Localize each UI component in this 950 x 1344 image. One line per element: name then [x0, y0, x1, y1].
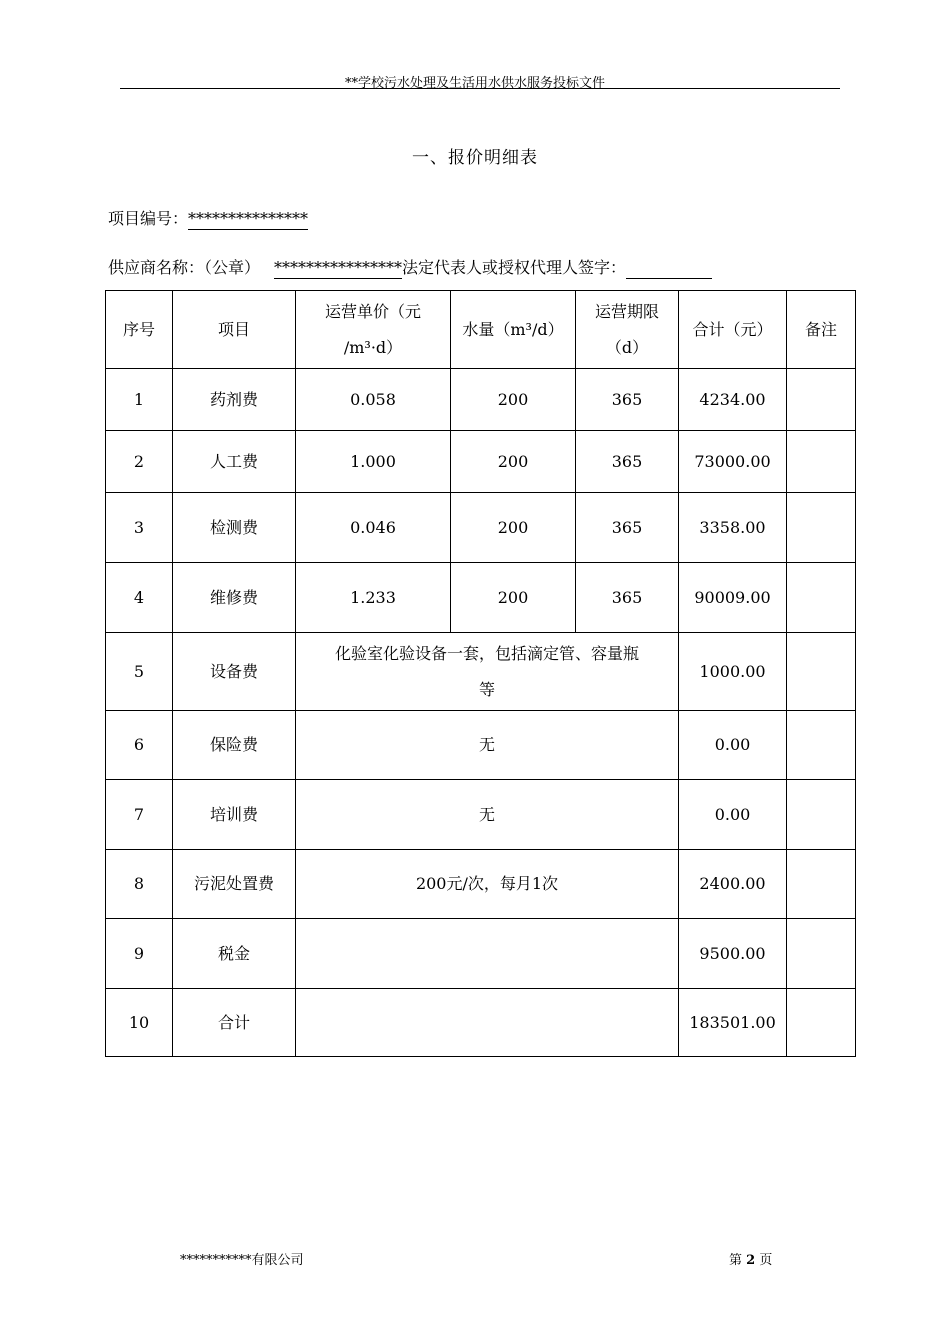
header-item: 项目 [173, 291, 296, 369]
cell-total: 0.00 [679, 711, 787, 780]
cell-remark [787, 633, 856, 711]
cell-price: 0.046 [296, 493, 451, 563]
project-number-line [108, 206, 308, 230]
document-title: 一、报价明细表 [412, 148, 538, 168]
table-row [106, 919, 856, 989]
cell-price: 1.233 [296, 563, 451, 633]
table-row [106, 780, 856, 850]
cell-description-line2: 等 [478, 679, 495, 699]
cell-remark [787, 919, 856, 989]
cell-no: 5 [106, 633, 173, 711]
footer-company: ***********有限公司 [180, 1253, 304, 1268]
cell-item: 保险费 [173, 711, 296, 780]
quote-table [105, 290, 856, 1057]
page-number: 2 [746, 1253, 756, 1268]
header-unit-price-line1: 运营单价（元 [324, 301, 421, 321]
cell-period: 365 [576, 369, 679, 431]
cell-no: 8 [106, 850, 173, 919]
supplier-value: **************** [274, 258, 403, 277]
cell-no: 7 [106, 780, 173, 850]
supplier-label: 供应商名称：（公章） [108, 258, 261, 277]
running-header: **学校污水处理及生活用水供水服务投标文件 [344, 76, 605, 91]
cell-no: 10 [106, 989, 173, 1057]
cell-volume: 200 [451, 493, 576, 563]
header-total: 合计（元） [679, 291, 787, 369]
cell-total: 183501.00 [679, 989, 787, 1057]
cell-price: 0.058 [296, 369, 451, 431]
cell-no: 2 [106, 431, 173, 493]
cell-no: 6 [106, 711, 173, 780]
header-volume: 水量（m³/d） [451, 291, 576, 369]
page-prefix: 第 [729, 1253, 743, 1268]
cell-item: 税金 [173, 919, 296, 989]
header-remark: 备注 [787, 291, 856, 369]
project-number-label: 项目编号： [108, 209, 189, 228]
header-divider [120, 88, 840, 89]
table-row [106, 711, 856, 780]
cell-no: 4 [106, 563, 173, 633]
cell-remark [787, 711, 856, 780]
header-period-line1: 运营期限 [594, 301, 659, 321]
table-row [106, 493, 856, 563]
cell-total: 4234.00 [679, 369, 787, 431]
cell-description [296, 989, 679, 1057]
cell-total: 0.00 [679, 780, 787, 850]
cell-remark [787, 850, 856, 919]
table-row [106, 563, 856, 633]
cell-item: 培训费 [173, 780, 296, 850]
cell-volume: 200 [451, 563, 576, 633]
cell-total: 2400.00 [679, 850, 787, 919]
cell-period: 365 [576, 493, 679, 563]
cell-remark [787, 989, 856, 1057]
cell-total: 73000.00 [679, 431, 787, 493]
cell-remark [787, 493, 856, 563]
cell-description [296, 633, 679, 711]
page-suffix: 页 [759, 1253, 773, 1268]
cell-item: 药剂费 [173, 369, 296, 431]
cell-description-line1: 化验室化验设备一套，包括滴定管、容量瓶 [334, 643, 639, 663]
cell-item: 设备费 [173, 633, 296, 711]
cell-total: 90009.00 [679, 563, 787, 633]
cell-no: 1 [106, 369, 173, 431]
cell-remark [787, 431, 856, 493]
cell-item: 检测费 [173, 493, 296, 563]
cell-description: 无 [296, 711, 679, 780]
cell-total: 1000.00 [679, 633, 787, 711]
footer-page-number [729, 1249, 772, 1268]
cell-no: 9 [106, 919, 173, 989]
cell-remark [787, 369, 856, 431]
cell-description: 无 [296, 780, 679, 850]
cell-total: 3358.00 [679, 493, 787, 563]
cell-remark [787, 780, 856, 850]
cell-item: 维修费 [173, 563, 296, 633]
cell-remark [787, 563, 856, 633]
cell-item: 污泥处置费 [173, 850, 296, 919]
cell-volume: 200 [451, 369, 576, 431]
header-period [576, 291, 679, 369]
supplier-line [108, 255, 712, 279]
cell-no: 3 [106, 493, 173, 563]
cell-period: 365 [576, 431, 679, 493]
cell-description [296, 919, 679, 989]
table-row [106, 989, 856, 1057]
table-row [106, 633, 856, 711]
signature-blank [626, 262, 712, 279]
cell-total: 9500.00 [679, 919, 787, 989]
cell-item: 合计 [173, 989, 296, 1057]
cell-description: 200元/次，每月1次 [296, 850, 679, 919]
table-row [106, 431, 856, 493]
cell-price: 1.000 [296, 431, 451, 493]
header-unit-price-line2: /m³·d） [343, 337, 403, 357]
signature-label: 法定代表人或授权代理人签字： [402, 258, 627, 277]
header-unit-price [296, 291, 451, 369]
project-number-value: *************** [188, 209, 309, 228]
cell-period: 365 [576, 563, 679, 633]
table-row [106, 850, 856, 919]
cell-item: 人工费 [173, 431, 296, 493]
cell-volume: 200 [451, 431, 576, 493]
header-no: 序号 [106, 291, 173, 369]
table-header-row [106, 291, 856, 369]
header-period-line2: （d） [605, 337, 649, 357]
table-row [106, 369, 856, 431]
